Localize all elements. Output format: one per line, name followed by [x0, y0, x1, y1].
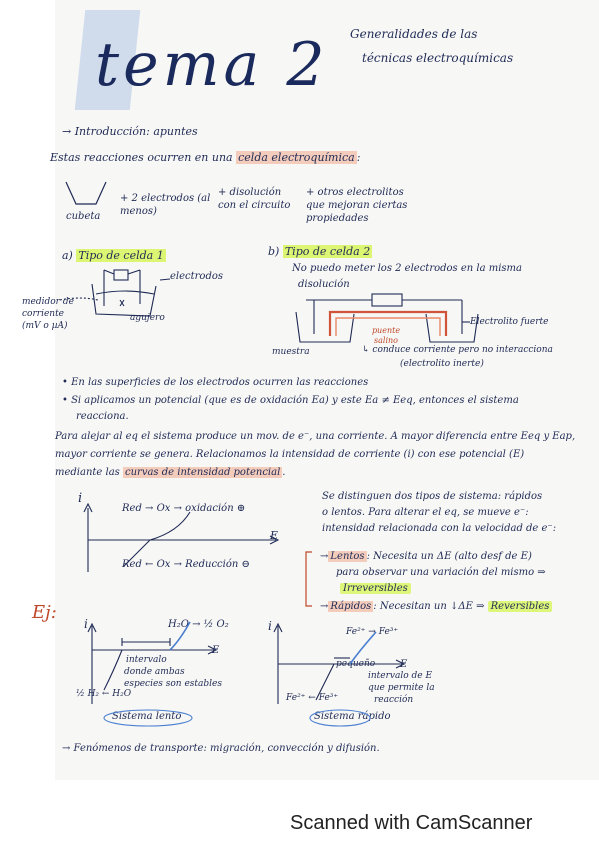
conduce-line-2: (electrolito inerte) — [400, 359, 484, 369]
electrolito-fuerte-label: Electrolito fuerte — [470, 317, 549, 327]
mediante-pre: mediante las — [55, 467, 120, 478]
reduccion-label: Red ← Ox → Reducción ⊖ — [122, 559, 250, 570]
mayor-corriente-line: mayor corriente se genera. Relacionamos la intensidad de corriente (i) con ese potencial (E) — [55, 449, 525, 460]
fe-bottom-label: Fe²⁺ ← Fe³⁺ — [286, 693, 339, 703]
celda-highlight: celda electroquímica — [238, 151, 355, 164]
tipo1-agujero-label: agujero — [130, 313, 165, 323]
bullet-superficies: • En las superficies de los electrodos ocurren las reacciones — [62, 377, 369, 388]
celda-pre: Estas reacciones ocurren en una — [50, 151, 233, 164]
tipo2-cell-sketch — [296, 294, 478, 342]
electrodos-item: + 2 electrodos (al menos) — [120, 193, 211, 217]
lentos-highlight: Lentos — [330, 551, 365, 562]
rapidos-line: → Rápidos : Necesitan un ↓ΔE ⇒ Reversibles — [320, 602, 552, 612]
reversibles-highlight: Reversibles — [488, 601, 553, 612]
oxidacion-label: Red → Ox → oxidación ⊕ — [122, 503, 246, 514]
axis-i-label-1: i — [78, 491, 83, 506]
intervalo-line-2: donde ambas — [124, 667, 185, 677]
subtitle-line-2: técnicas electroquímicas — [362, 51, 514, 65]
bullet-reacciona: reacciona. — [76, 411, 129, 422]
camscanner-footer: Scanned with CamScanner — [290, 812, 533, 834]
intensity-potential-sketch — [84, 504, 278, 572]
sistema-lento-sketch — [88, 622, 216, 726]
h2o-o2-label: H₂O → ½ O₂ — [168, 619, 229, 630]
axis-E-label-3: E — [400, 659, 408, 670]
rapidos-text: : Necesitan un ↓ΔE ⇒ — [373, 601, 485, 612]
fe2-fe3-label: Fe²⁺ → Fe³⁺ — [346, 627, 399, 637]
sistema-rapido-sketch — [274, 624, 404, 726]
bullet-potencial: • Si aplicamos un potencial (que es de oxidación Ea) y este Ea ≠ Eeq, entonces el sistema — [62, 395, 519, 406]
rapidos-highlight: Rápidos — [330, 601, 372, 612]
axis-i-label-2: i — [84, 617, 88, 631]
tipo2-title: Tipo de celda 2 — [284, 245, 371, 258]
subtitle-line-1: Generalidades de las — [350, 27, 478, 41]
cubeta-label: cubeta — [66, 211, 101, 222]
axis-i-label-3: i — [268, 619, 272, 633]
muestra-label: muestra — [272, 347, 310, 357]
otros-item: + otros electrolitos que mejoran ciertas propiedades — [306, 187, 408, 224]
intervalo-line-3: especies son estables — [124, 679, 222, 689]
tipo1-medidor-label: medidor de corriente (mV o µA) — [22, 297, 74, 331]
pequeno-label: pequeño — [336, 659, 376, 669]
h2-h2o-label: ½ H₂ ← H₂O — [76, 689, 132, 699]
interv-e-line-2: que permite la — [368, 683, 435, 693]
sistemas-line-3: intensidad relacionada con la velocidad de e⁻: — [322, 523, 557, 534]
intro-line: → Introducción: apuntes — [62, 125, 198, 138]
tipo2-desc-1: No puedo meter los 2 electrodos en la misma — [292, 263, 522, 274]
irreversibles-highlight: Irreversibles — [340, 583, 411, 594]
lentos-line-2: para observar una variación del mismo ⇒ — [336, 567, 546, 578]
intervalo-line-1: intervalo — [126, 655, 167, 665]
lentos-text: : Necesita un ΔE (alto desf de E) — [366, 551, 532, 562]
sistema-lento-label: Sistema lento — [112, 711, 182, 722]
axis-E-label-1: E — [270, 529, 279, 542]
sistema-rapido-label: Sistema rápido — [314, 711, 391, 722]
puente-salino-label: puente salino — [371, 326, 401, 345]
lentos-line: → Lentos : Necesita un ΔE (alto desf de E) — [320, 551, 532, 562]
tipo2-letter: b) — [268, 245, 280, 258]
conduce-line-1: ↳ conduce corriente pero no interacciona — [362, 345, 553, 355]
fenomenos-line: → Fenómenos de transporte: migración, convección y difusión. — [62, 743, 380, 754]
page-title: tema 2 — [95, 30, 329, 100]
tipo2-desc-2: disolución — [298, 279, 350, 290]
sistemas-line-2: o lentos. Para alterar el eq, se mueve e⁻: — [322, 507, 529, 518]
bracket-sketch — [306, 552, 312, 606]
curvas-highlight: curvas de intensidad potencial — [125, 467, 281, 478]
sistemas-line-1: Se distinguen dos tipos de sistema: rápidos — [322, 491, 543, 502]
axis-E-label-2: E — [212, 645, 220, 656]
tipo1-cell-sketch — [60, 270, 170, 316]
tipo1-letter: a) — [62, 249, 73, 262]
disolucion-item: + disolución con el circuito — [218, 187, 291, 211]
celda-post: : — [356, 151, 361, 164]
mediante-post: . — [282, 467, 286, 478]
interv-e-line-3: reacción — [374, 695, 414, 705]
para-alejar-line: Para alejar al eq el sistema produce un mov. de e⁻, una corriente. A mayor diferencia entre Eeq y Eap, — [55, 431, 576, 442]
tipo1-electrodos-label: electrodos — [170, 271, 224, 282]
cubeta-sketch — [66, 182, 106, 204]
ej-label: Ej: — [32, 602, 57, 623]
interv-e-line-1: intervalo de E — [368, 671, 433, 681]
tipo1-title: Tipo de celda 1 — [78, 249, 164, 262]
